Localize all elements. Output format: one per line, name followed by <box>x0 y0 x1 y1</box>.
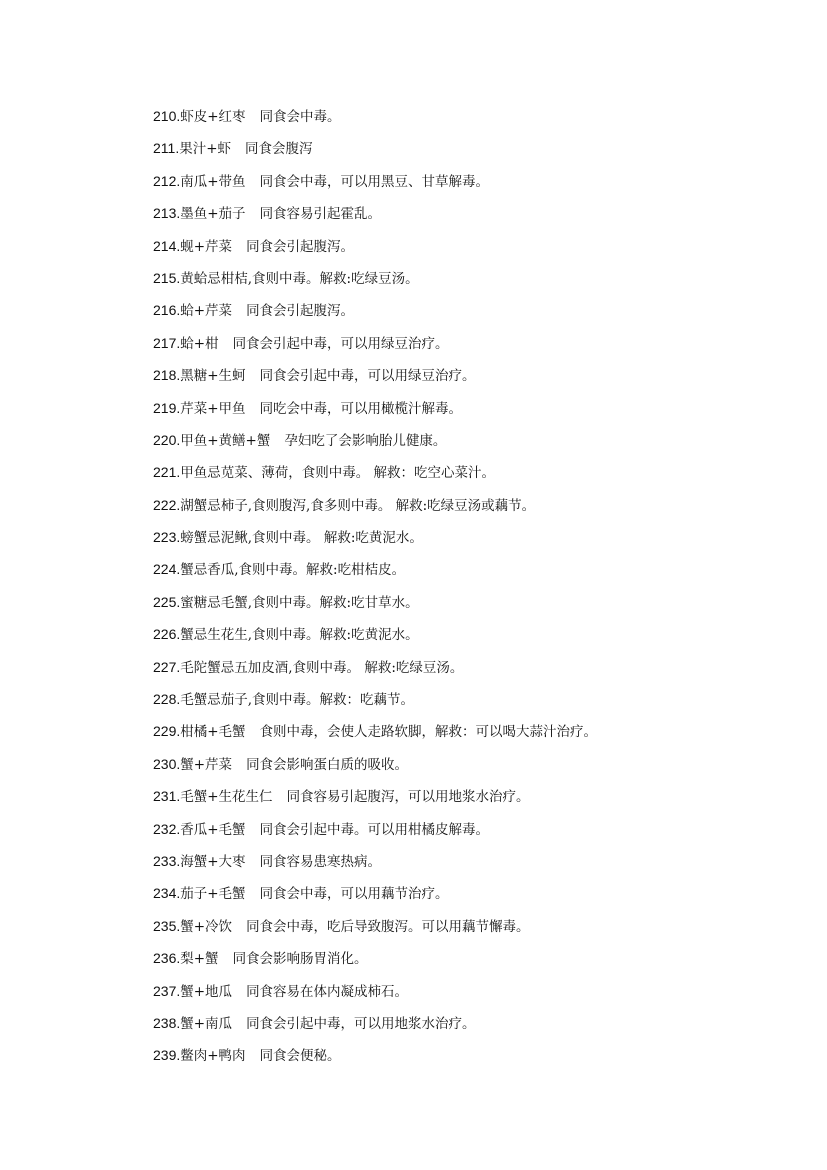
item-text: 墨鱼+茄子 <box>180 206 246 223</box>
list-item <box>153 396 793 428</box>
item-text: 柑橘+毛蟹 <box>180 724 246 741</box>
item-number: 212. <box>153 172 181 189</box>
item-text: 茄子+毛蟹 <box>180 886 246 903</box>
item-number: 219. <box>153 399 181 416</box>
item-number: 222. <box>153 496 181 513</box>
item-number: 234. <box>153 885 181 902</box>
item-effect: 食则中毒，会使人走路软脚，解救：可以喝大蒜汁治疗。 <box>259 724 598 741</box>
item-text: 海蟹+大枣 <box>180 853 246 870</box>
item-number: 238. <box>153 1014 181 1031</box>
list-item <box>153 1011 793 1043</box>
item-number: 216. <box>153 302 181 319</box>
item-text: 蟹+冷饮 <box>180 918 233 935</box>
item-text: 黄蛤忌柑桔,食则中毒。解救:吃绿豆汤。 <box>180 270 419 287</box>
item-effect: 孕妇吃了会影响胎儿健康。 <box>284 432 447 449</box>
list-item <box>153 979 793 1011</box>
list-item <box>153 881 793 913</box>
item-number: 213. <box>153 205 181 222</box>
item-text: 毛蟹+生花生仁 <box>180 789 273 806</box>
item-number: 239. <box>153 1047 181 1064</box>
item-number: 211. <box>153 140 180 157</box>
item-number: 224. <box>153 561 181 578</box>
item-number: 236. <box>153 950 181 967</box>
item-text: 蟹忌香瓜,食则中毒。解救:吃柑桔皮。 <box>180 562 406 579</box>
item-effect: 同食会中毒，吃后导致腹泻。可以用藕节懈毒。 <box>246 918 530 935</box>
list-item <box>153 104 793 136</box>
item-effect: 同食会中毒。 <box>259 109 341 125</box>
item-number: 218. <box>153 367 181 384</box>
item-effect: 同食会便秘。 <box>259 1048 341 1065</box>
item-text: 蚬+芹菜 <box>180 238 233 255</box>
item-number: 223. <box>153 529 181 546</box>
item-number: 228. <box>153 691 181 708</box>
item-number: 215. <box>153 269 181 286</box>
list-item <box>153 1043 793 1075</box>
item-number: 221. <box>153 464 181 481</box>
item-number: 231. <box>153 788 181 805</box>
list-item <box>153 784 793 816</box>
item-effect: 同食会引起中毒，可以用绿豆治疗。 <box>232 335 449 352</box>
item-text: 香瓜+毛蟹 <box>180 821 246 838</box>
item-text: 甲鱼忌苋菜、薄荷，食则中毒。 解救：吃空心菜汁。 <box>180 465 496 482</box>
item-text: 梨+蟹 <box>180 951 219 968</box>
list-item <box>153 460 793 492</box>
item-text: 鳖肉+鸭肉 <box>180 1048 246 1065</box>
item-text: 毛蟹忌茄子,食则中毒。解救：吃藕节。 <box>180 692 415 709</box>
item-effect: 同食容易引起腹泻，可以用地浆水治疗。 <box>286 789 530 806</box>
item-text: 黑糖+生蚵 <box>180 368 246 385</box>
list-item <box>153 266 793 298</box>
item-text: 果汁+虾 <box>179 141 232 158</box>
item-text: 芹菜+甲鱼 <box>180 400 246 417</box>
item-text: 蟹+南瓜 <box>180 1015 233 1032</box>
item-number: 232. <box>153 820 181 837</box>
item-number: 220. <box>153 431 181 448</box>
item-number: 235. <box>153 917 181 934</box>
item-number: 214. <box>153 237 181 254</box>
list-item <box>153 590 793 622</box>
item-text: 湖蟹忌柿子,食则腹泻,食多则中毒。 解救:吃绿豆汤或藕节。 <box>180 497 536 514</box>
list-item <box>153 363 793 395</box>
item-effect: 同吃会中毒，可以用橄榄汁解毒。 <box>259 400 463 417</box>
item-effect: 同食容易在体内凝成柿石。 <box>246 983 409 1000</box>
item-text: 蟹+地瓜 <box>180 983 233 1000</box>
list-item <box>153 331 793 363</box>
item-number: 210. <box>153 108 181 124</box>
list-item <box>153 752 793 784</box>
item-effect: 同食会影响肠胃消化。 <box>232 951 368 968</box>
item-effect: 同食会影响蛋白质的吸收。 <box>246 756 409 773</box>
list-item <box>153 169 793 201</box>
item-text: 蛤+柑 <box>180 335 219 352</box>
list-item <box>153 946 793 978</box>
list-item <box>153 525 793 557</box>
item-effect: 同食会引起中毒。可以用柑橘皮解毒。 <box>259 821 490 838</box>
item-text: 蟹+芹菜 <box>180 756 233 773</box>
item-effect: 同食会中毒，可以用藕节治疗。 <box>259 886 449 903</box>
list-item <box>153 719 793 751</box>
list-item <box>153 136 793 168</box>
list-item <box>153 622 793 654</box>
item-number: 230. <box>153 755 181 772</box>
item-text: 蜜糖忌毛蟹,食则中毒。解救:吃甘草水。 <box>180 594 419 611</box>
item-effect: 同食会引起中毒，可以用地浆水治疗。 <box>246 1015 476 1032</box>
item-effect: 同食会引起腹泻。 <box>246 303 355 320</box>
item-effect: 同食容易引起霍乱。 <box>259 206 382 223</box>
list-item <box>153 428 793 460</box>
item-text: 甲鱼+黄鳝+蟹 <box>180 432 271 449</box>
list-item <box>153 557 793 589</box>
item-text: 蟹忌生花生,食则中毒。解救:吃黄泥水。 <box>180 627 419 644</box>
item-number: 225. <box>153 593 181 610</box>
item-number: 226. <box>153 626 181 643</box>
list-item <box>153 493 793 525</box>
item-text: 虾皮+红枣 <box>180 109 246 125</box>
list-item <box>153 914 793 946</box>
item-text: 毛陀蟹忌五加皮酒,食则中毒。 解救:吃绿豆汤。 <box>180 659 464 676</box>
item-text: 螃蟹忌泥鳅,食则中毒。 解救:吃黄泥水。 <box>180 530 423 547</box>
food-incompatibility-list <box>153 104 793 1076</box>
item-effect: 同食会腹泻 <box>245 141 313 158</box>
item-number: 229. <box>153 723 181 740</box>
list-item <box>153 849 793 881</box>
list-item <box>153 298 793 330</box>
list-item <box>153 201 793 233</box>
list-item <box>153 234 793 266</box>
item-number: 217. <box>153 334 181 351</box>
item-number: 233. <box>153 852 181 869</box>
item-effect: 同食容易患寒热病。 <box>259 853 382 870</box>
list-item <box>153 655 793 687</box>
list-item <box>153 817 793 849</box>
item-number: 227. <box>153 658 181 675</box>
list-item <box>153 687 793 719</box>
item-number: 237. <box>153 982 181 999</box>
item-effect: 同食会引起腹泻。 <box>246 238 355 255</box>
item-effect: 同食会中毒，可以用黑豆、甘草解毒。 <box>259 173 490 190</box>
item-text: 蛤+芹菜 <box>180 303 233 320</box>
item-effect: 同食会引起中毒，可以用绿豆治疗。 <box>259 368 476 385</box>
item-text: 南瓜+带鱼 <box>180 173 246 190</box>
